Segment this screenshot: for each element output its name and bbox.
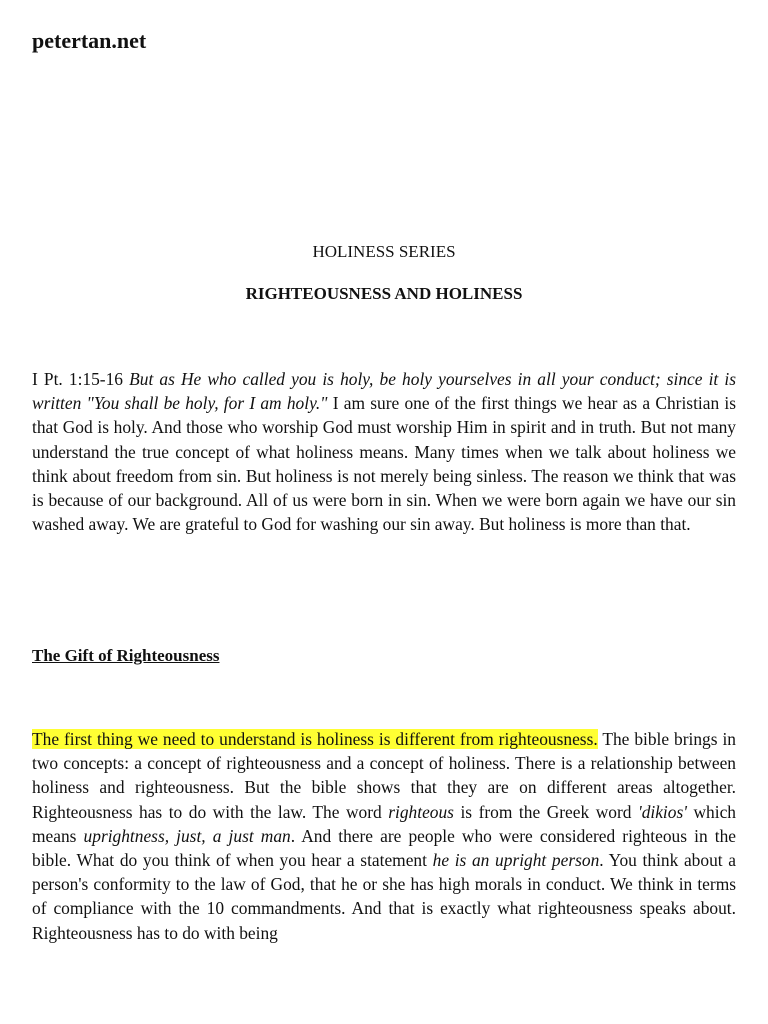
- italic-term-dikios: 'dikios': [637, 801, 687, 822]
- intro-text: I am sure one of the first things we hear as a Christian is that God is holy. And those who worship God must worship Him in spirit and in truth. But not many understand the true concept of what holiness means. Many times when we talk about holiness we think about freedom from sin. But holiness is not merely being sinless. The reason we think that was is because of our background. All of us were born in sin. When we were born again we have our sin washed away. We are grateful to God for washing our sin away. But holiness is more than that.: [32, 393, 736, 535]
- italic-term-upright-person: he is an upright person: [432, 850, 600, 871]
- section-paragraph: [32, 727, 736, 945]
- site-name: petertan.net: [32, 28, 147, 53]
- paragraph-text-3: which means: [32, 801, 736, 846]
- paragraph-text-5: . You think about a person's conformity to the law of God, that he or she has high morals in conduct. We think in terms of compliance with the 10 commandments. And that is exactly what righteousness speaks about. Righteousness has to do with being: [32, 850, 736, 943]
- paragraph-text-4: . And there are people who were considered righteous in the bible. What do you think of when you hear a statement: [32, 825, 736, 871]
- highlighted-sentence: The first thing we need to understand is holiness is different from righteousness.: [32, 729, 598, 749]
- scripture-reference: I Pt. 1:15-16: [32, 369, 130, 389]
- paragraph-text-1: The bible brings in two concepts: a concept of righteousness and a concept of holiness. There is a relationship between holiness and righteousness. But the bible shows that they are on different areas altogether. Righteousness has to do with the law. The word: [32, 729, 736, 822]
- document-title: RIGHTEOUSNESS AND HOLINESS: [245, 284, 523, 303]
- scripture-quote: But as He who called you is holy, be holy yourselves in all your conduct; since it is written "You shall be holy, for I am holy.": [32, 369, 736, 414]
- section-heading: The Gift of Righteousness: [32, 646, 220, 665]
- series-title: HOLINESS SERIES: [312, 242, 456, 261]
- italic-term-uprightness: uprightness, just, a just man: [83, 825, 291, 846]
- intro-paragraph: [32, 367, 736, 536]
- paragraph-text-2: is from the Greek word: [453, 801, 638, 822]
- italic-term-righteous: righteous: [388, 801, 454, 822]
